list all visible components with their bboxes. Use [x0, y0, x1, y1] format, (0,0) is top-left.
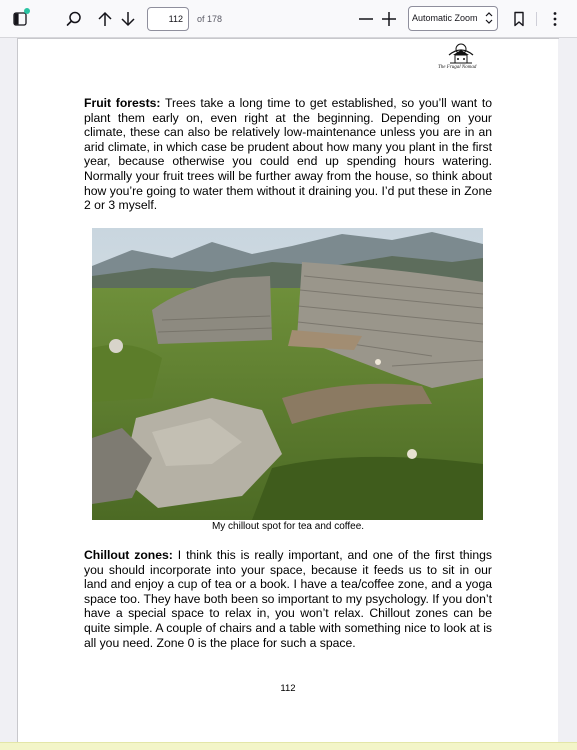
updown-chevron-icon	[485, 11, 493, 34]
zoom-select[interactable]	[408, 6, 498, 31]
bookmark-button[interactable]	[504, 4, 534, 34]
plus-icon	[380, 10, 398, 28]
search-icon	[65, 10, 83, 28]
bookmark-icon	[512, 11, 526, 27]
zoom-select-value: Automatic Zoom	[412, 13, 478, 23]
more-tools-button[interactable]	[540, 4, 570, 34]
zoom-in-button[interactable]	[374, 4, 404, 34]
page-footer-number: 112	[280, 683, 296, 694]
notification-dot	[24, 8, 30, 14]
toolbar-separator	[536, 12, 537, 26]
page-number-input[interactable]: 112	[147, 7, 189, 31]
next-page-edge	[0, 742, 577, 750]
page-count-label: of 178	[197, 14, 223, 24]
pdf-toolbar	[0, 0, 577, 38]
pdf-page	[18, 39, 558, 749]
chillout-spot-photo	[92, 228, 483, 520]
minus-icon	[357, 10, 375, 28]
next-page-button[interactable]	[113, 4, 143, 34]
kebab-menu-icon	[552, 11, 558, 27]
header-logo-text: The Frugal Nomad	[438, 65, 477, 70]
arrow-down-icon	[119, 10, 137, 28]
chillout-zones-heading: Chillout zones:	[84, 548, 173, 562]
arrow-up-icon	[96, 10, 114, 28]
find-button[interactable]	[59, 4, 89, 34]
fruit-forests-heading: Fruit forests:	[84, 96, 161, 110]
fruit-forests-paragraph	[84, 96, 492, 213]
document-viewer[interactable]	[0, 39, 577, 742]
chillout-zones-paragraph	[84, 548, 492, 650]
sidebar-toggle-button[interactable]	[5, 4, 35, 34]
fruit-forests-body: Trees take a long time to get established, so you’ll want to plant them early on, even right at the beginning. Depending on your climate, these can also be relatively low-maintenance unless you are in an arid climate, in which case be prudent about how many you plant in the first year, because otherwise you could end up spending hours watering. Normally your fruit trees will be further away from the house, so think about how you’re going to water them without it draining you. I’d put these in Zone 2 or 3 myself.	[84, 96, 492, 213]
photo-caption: My chillout spot for tea and coffee.	[211, 521, 365, 532]
vertical-scrollbar[interactable]	[558, 39, 577, 742]
chillout-zones-body: I think this is really important, and one of the first things you should incorporate into your space, because it feeds us to sit in our land and enjoy a cup of tea or a book. I have a tea/coffee zone, and a yoga space too. They have both been so important to my psychology. If you don’t have a special space to relax in, you won’t relax. Chillout zones can be quite simple. A couple of chairs and a table with something nice to look at is all you need. Zone 0 is the place for such a space.	[84, 548, 492, 650]
